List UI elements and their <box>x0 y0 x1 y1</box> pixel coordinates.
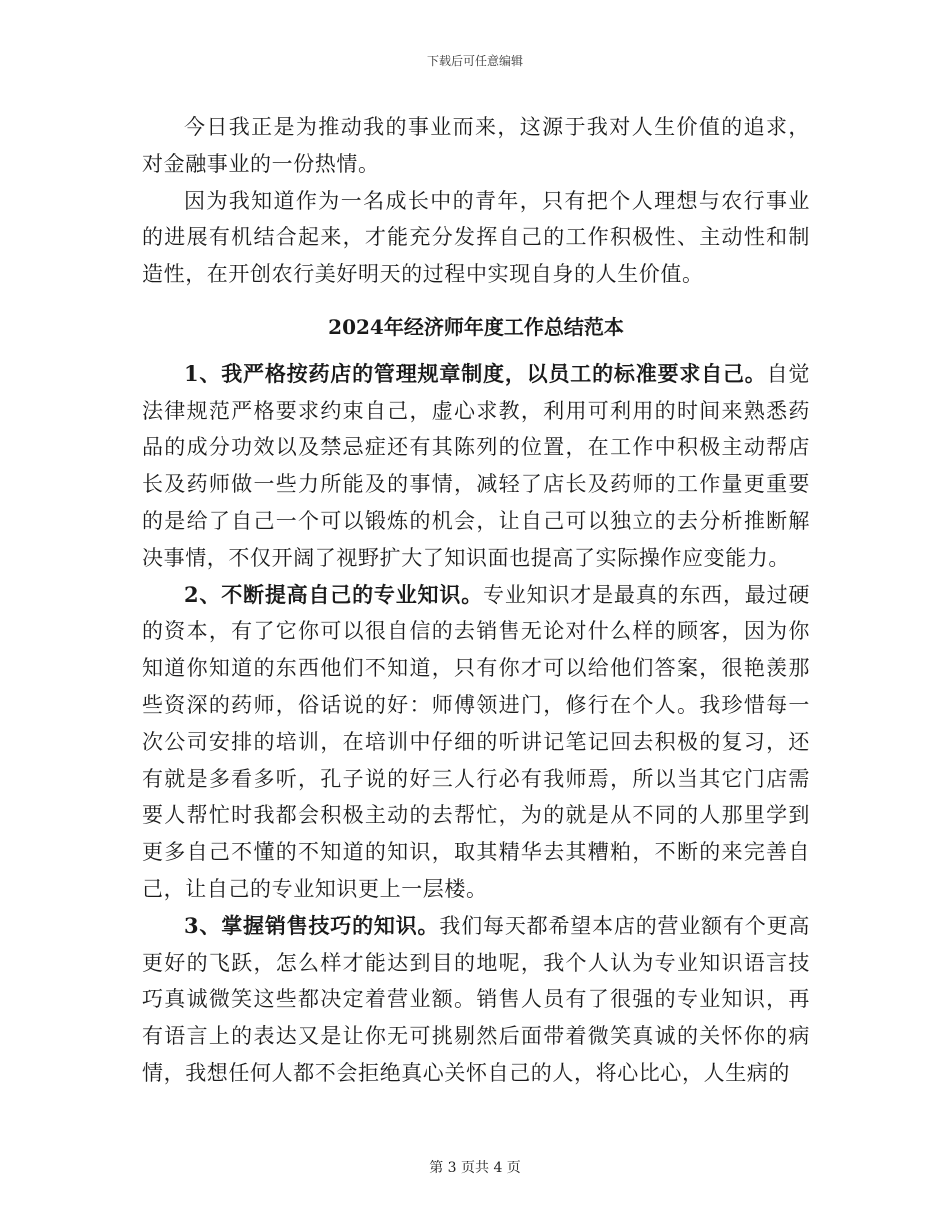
intro-paragraph-1: 今日我正是为推动我的事业而来，这源于我对人生价值的追求，对金融事业的一份热情。 <box>142 115 810 176</box>
section-3-body: 我们每天都希望本店的营业额有个更高更好的飞跃，怎么样才能达到目的地呢，我个人认为专业知识语言技巧真诚微笑这些都决定着营业额。销售人员有了很强的专业知识，再有语言上的表达又是让你无可挑剔然后面带着微笑真诚的关怀你的病情，我想任何人都不会拒绝真心关怀自己的人，将心比心，人生病的 <box>142 913 811 1085</box>
document-title: 2024年经济师年度工作总结范本 <box>328 314 624 339</box>
page-header: 下载后可任意编辑 <box>426 54 523 68</box>
intro-paragraph-2: 因为我知道作为一名成长中的青年，只有把个人理想与农行事业的进展有机结合起来，才能充分发挥自己的工作积极性、主动性和制造性，在开创农行美好明天的过程中实现自身的人生价值。 <box>142 188 810 287</box>
page-footer: 第 3 页共 4 页 <box>429 1160 521 1176</box>
section-2-body: 专业知识才是最真的东西，最过硬的资本，有了它你可以很自信的去销售无论对什么样的顾客，因为你知道你知道的东西他们不知道，只有你才可以给他们答案，很艳羡那些资深的药师，俗话说的好：师傅领进门，修行在个人。我珍惜每一次公司安排的培训，在培训中仔细的听讲记笔记回去积极的复习，还有就是多看多听，孔子说的好三人行必有我师焉，所以当其它门店需要人帮忙时我都会积极主动的去帮忙，为的就是从不同的人那里学到更多自己不懂的不知道的知识，取其精华去其糟粕，不断的来完善自己，让自己的专业知识更上一层楼。 <box>142 582 811 901</box>
section-3-lead: 3、掌握销售技巧的知识。 <box>184 912 440 938</box>
section-1-lead: 1、我严格按药店的管理规章制度，以员工的标准要求自己。 <box>184 360 767 386</box>
section-1-body: 自觉法律规范严格要求约束自己，虚心求教，利用可利用的时间来熟悉药品的成分功效以及禁忌症还有其陈列的位置，在工作中积极主动帮店长及药师做一些力所能及的事情，减轻了店长及药师的工作量更重要的是给了自己一个可以锻炼的机会，让自己可以独立的去分析推断解决事情，不仅开阔了视野扩大了知识面也提高了实际操作应变能力。 <box>142 361 811 570</box>
document-body <box>142 109 810 1092</box>
section-2-lead: 2、不断提高自己的专业知识。 <box>184 581 484 607</box>
section-paragraph-1 <box>142 356 810 577</box>
section-paragraph-3 <box>142 908 810 1092</box>
section-paragraph-2 <box>142 577 810 908</box>
